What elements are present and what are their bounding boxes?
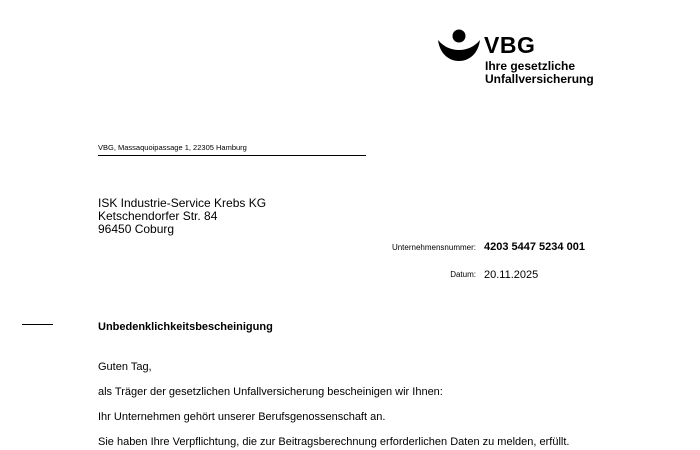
vbg-logo-icon bbox=[437, 28, 481, 62]
logo-name: VBG bbox=[484, 32, 536, 58]
recipient-street: Ketschendorfer Str. 84 bbox=[98, 209, 218, 223]
company-number-label: Unternehmensnummer: bbox=[391, 243, 476, 252]
logo-tagline-line1: Ihre gesetzliche bbox=[485, 59, 576, 73]
company-number-value: 4203 5447 5234 001 bbox=[484, 241, 585, 253]
recipient-address bbox=[98, 197, 266, 236]
letter-subject: Unbedenklichkeitsbescheinigung bbox=[98, 321, 273, 333]
greeting: Guten Tag, bbox=[98, 361, 152, 373]
fold-mark bbox=[22, 324, 53, 325]
sender-address-line: VBG, Massaquoipassage 1, 22305 Hamburg bbox=[98, 143, 366, 156]
logo-tagline bbox=[485, 60, 594, 86]
recipient-name: ISK Industrie-Service Krebs KG bbox=[98, 196, 267, 210]
body-paragraph-2: Ihr Unternehmen gehört unserer Berufsgenossenschaft an. bbox=[98, 411, 386, 423]
date-label: Datum: bbox=[450, 270, 476, 279]
body-paragraph-1: als Träger der gesetzlichen Unfallversicherung bescheinigen wir Ihnen: bbox=[98, 386, 443, 398]
body-paragraph-3: Sie haben Ihre Verpflichtung, die zur Beitragsberechnung erforderlichen Daten zu melden, erfüllt. bbox=[98, 436, 570, 448]
recipient-city: 96450 Coburg bbox=[98, 222, 175, 236]
logo-tagline-line2: Unfallversicherung bbox=[485, 72, 594, 86]
vbg-logo bbox=[437, 28, 607, 92]
date-value: 20.11.2025 bbox=[484, 269, 539, 281]
